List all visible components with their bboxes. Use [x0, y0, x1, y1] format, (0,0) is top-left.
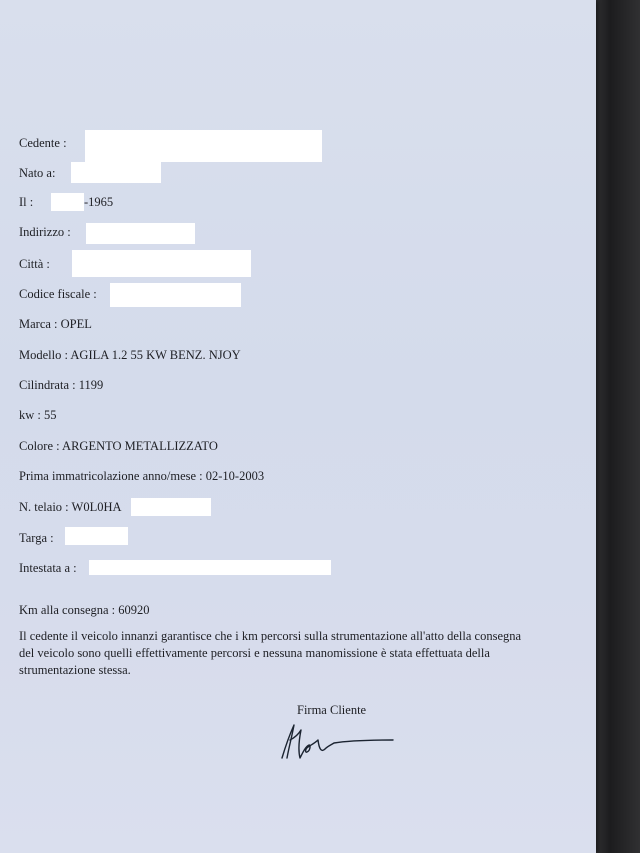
colore-row [19, 438, 218, 454]
citta-redaction [72, 250, 251, 277]
km-row [19, 602, 150, 618]
prima-immatricolazione-label: Prima immatricolazione anno/mese : 02-10-2003 [19, 469, 265, 483]
cilindrata-label: Cilindrata : 1199 [19, 378, 104, 392]
signature-label: Firma Cliente [297, 703, 367, 717]
telaio-label: N. telaio : W0L0HA [19, 500, 122, 514]
telaio-row [19, 499, 122, 515]
intestata-label: Intestata a : [19, 561, 77, 575]
citta-row [19, 256, 50, 272]
codice-fiscale-row [19, 286, 97, 302]
cedente-label: Cedente : [19, 136, 67, 150]
indirizzo-label: Indirizzo : [19, 225, 71, 239]
km-label: Km alla consegna : 60920 [19, 603, 150, 617]
kw-row [19, 407, 57, 423]
cedente-redaction [85, 130, 322, 162]
intestata-row [19, 560, 77, 576]
codice-fiscale-redaction [110, 283, 241, 307]
statement-paragraph: Il cedente il veicolo innanzi garantisce che i km percorsi sulla strumentazione all'atto della consegna del veicolo sono quelli effettivamente percorsi e nessuna manomissione è stata effettuata della strumentazione stessa. [19, 629, 522, 677]
intestata-redaction [89, 560, 331, 575]
il-row [19, 194, 33, 210]
codice-fiscale-label: Codice fiscale : [19, 287, 97, 301]
colore-label: Colore : ARGENTO METALLIZZATO [19, 439, 218, 453]
targa-redaction [65, 527, 128, 545]
cedente-row [19, 135, 67, 151]
nato-redaction [71, 162, 161, 183]
kw-label: kw : 55 [19, 408, 57, 422]
citta-label: Città : [19, 257, 50, 271]
modello-row [19, 347, 241, 363]
targa-row [19, 530, 54, 546]
il-value: -1965 [84, 195, 114, 209]
nato-label: Nato a: [19, 166, 56, 180]
background-edge [590, 0, 640, 853]
indirizzo-row [19, 224, 71, 240]
marca-row [19, 316, 92, 332]
indirizzo-redaction [86, 223, 195, 244]
nato-row [19, 165, 55, 181]
prima-immatricolazione-row [19, 468, 264, 484]
modello-label: Modello : AGILA 1.2 55 KW BENZ. NJOY [19, 348, 241, 362]
il-redaction [51, 193, 84, 211]
telaio-redaction [131, 498, 211, 516]
targa-label: Targa : [19, 531, 54, 545]
il-label: Il : [19, 195, 34, 209]
il-value-row [84, 194, 113, 210]
cilindrata-row [19, 377, 103, 393]
handwritten-signature [276, 718, 406, 763]
marca-label: Marca : OPEL [19, 317, 92, 331]
